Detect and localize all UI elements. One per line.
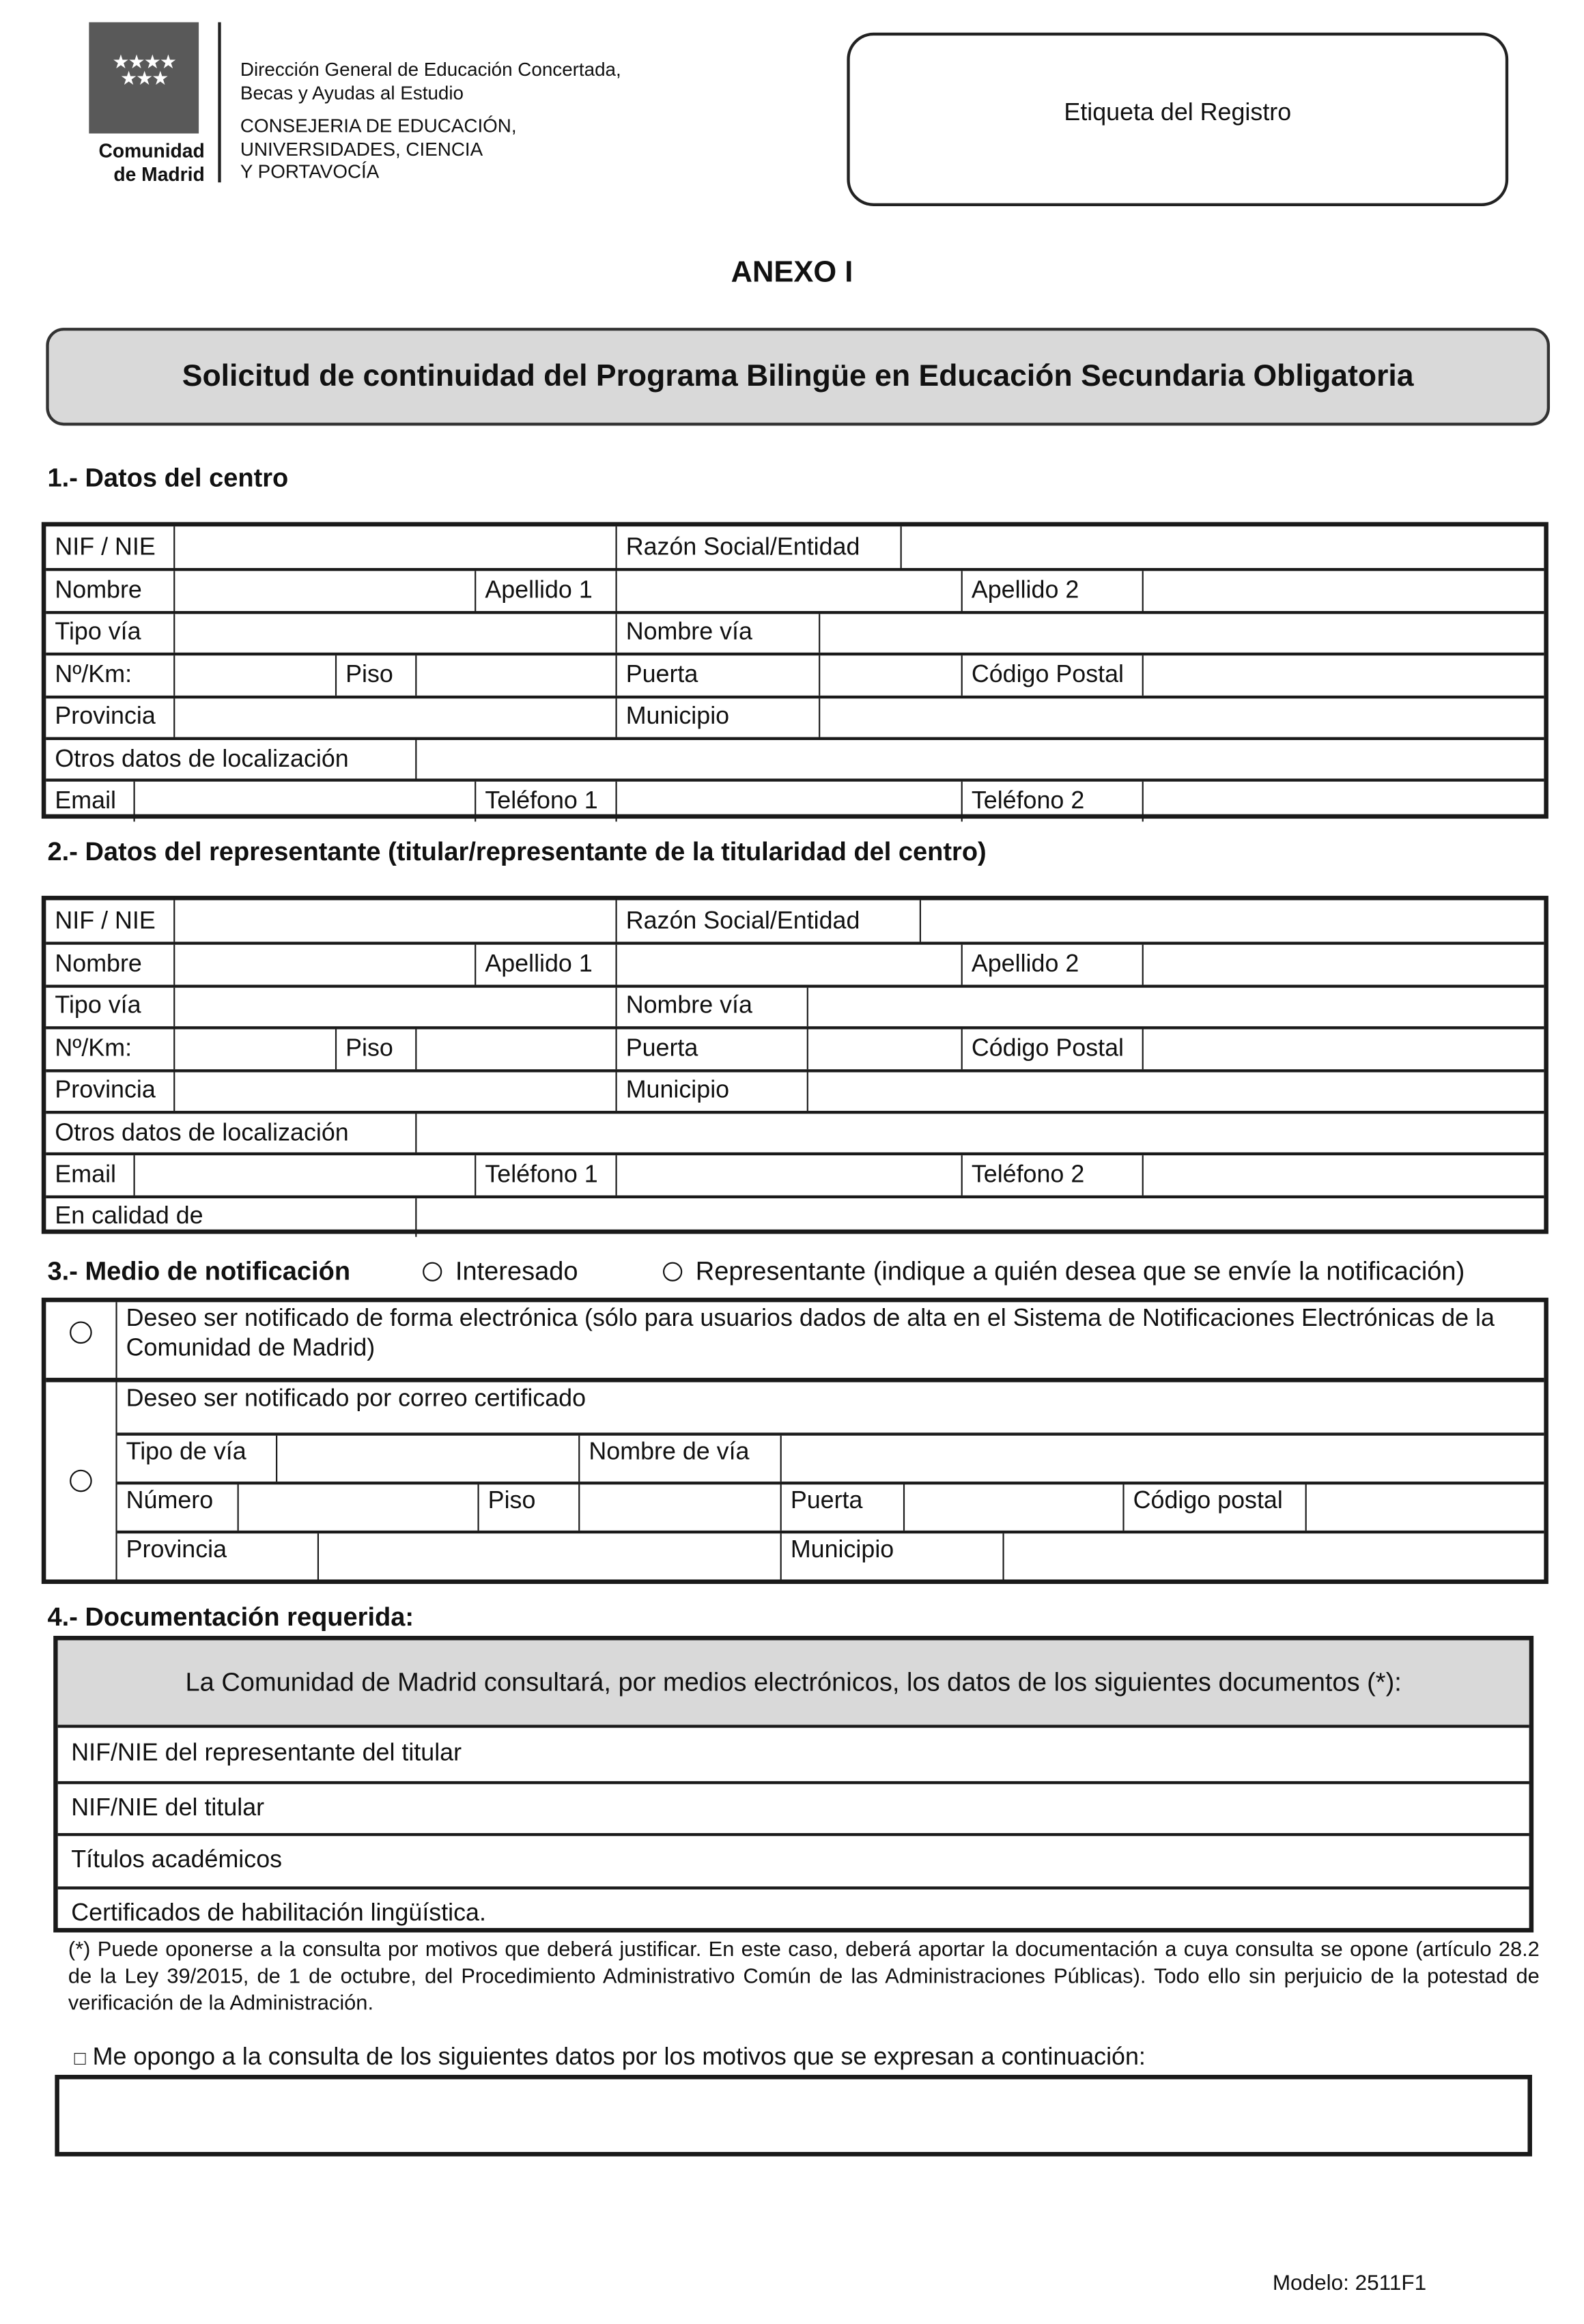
input-field[interactable] (173, 614, 615, 653)
field-label-ap2: Apellido 2 (961, 946, 1142, 984)
form-row (46, 1195, 1544, 1237)
form-row (46, 984, 1544, 1027)
input-field[interactable] (415, 1114, 1544, 1152)
input-field[interactable] (415, 1198, 1544, 1237)
input-field[interactable] (819, 656, 961, 695)
form-row (46, 737, 1544, 780)
input-field[interactable] (615, 1156, 961, 1195)
field-label-tipovia: Tipo de vía (126, 1438, 246, 1465)
radio-icon[interactable] (663, 1262, 682, 1281)
electronic-option-text: Deseo ser notificado de forma electrónica (sólo para usuarios dados de alta en el Sistema de Notificaciones Electrónicas de la Comunidad de Madrid) (126, 1305, 1495, 1362)
input-field[interactable] (615, 946, 961, 984)
registry-label: Etiqueta del Registro (1064, 99, 1292, 126)
input-field[interactable] (819, 698, 1544, 737)
field-label-numero: Número (126, 1487, 214, 1514)
input-field[interactable] (415, 1030, 615, 1068)
section4-heading: 4.- Documentación requerida: (47, 1602, 414, 1632)
postal-row (46, 1383, 1544, 1580)
input-field[interactable] (1142, 571, 1544, 610)
registry-label-box (847, 33, 1508, 206)
representative-data-table (42, 896, 1548, 1234)
field-label-otros: Otros datos de localización (55, 1119, 349, 1146)
form-row (46, 695, 1544, 737)
form-row (46, 779, 1544, 821)
documents-header: La Comunidad de Madrid consultará, por medios electrónicos, los datos de los siguientes documentos (*): (58, 1641, 1529, 1728)
option-label: Interesado (455, 1256, 578, 1286)
document-item: Certificados de habilitación lingüística. (58, 1886, 1529, 1938)
input-field[interactable] (1142, 946, 1544, 984)
form-row (46, 1027, 1544, 1069)
form-row (46, 611, 1544, 653)
form-row (46, 653, 1544, 695)
input-field[interactable] (819, 614, 1544, 653)
electronic-radio[interactable] (70, 1322, 92, 1344)
checkbox-icon[interactable]: □ (74, 2046, 86, 2069)
input-field[interactable] (134, 1156, 475, 1195)
annex-title: ANEXO I (731, 256, 853, 289)
field-label-ap2: Apellido 2 (961, 571, 1142, 610)
field-label-otros: Otros datos de localización (55, 745, 349, 772)
section2-heading: 2.- Datos del representante (titular/representante de la titularidad del centro) (47, 836, 987, 866)
field-label-email: Email (55, 787, 117, 814)
field-label-piso: Piso (335, 1030, 415, 1068)
postal-header-row (117, 1383, 1544, 1432)
opposition-label: Me opongo a la consulta de los siguientes datos por los motivos que se expresan a continuación: (92, 2043, 1146, 2071)
opposition-reasons-field[interactable] (55, 2075, 1532, 2156)
org-line: UNIVERSIDADES, CIENCIA (240, 138, 483, 160)
field-label-municipio: Municipio (615, 1072, 806, 1111)
field-label-provincia: Provincia (55, 703, 156, 731)
field-label-num: Nº/Km: (55, 1034, 132, 1062)
field-label-email: Email (55, 1161, 117, 1189)
input-field[interactable] (807, 1030, 961, 1068)
form-row (117, 1432, 1544, 1482)
input-field[interactable] (173, 946, 475, 984)
postal-radio[interactable] (70, 1470, 92, 1492)
input-field[interactable] (173, 526, 615, 569)
org-line: Dirección General de Educación Concertada, (240, 57, 621, 81)
postal-option-text: Deseo ser notificado por correo certificado (126, 1385, 586, 1413)
input-field[interactable] (415, 740, 1544, 779)
centro-data-table (42, 522, 1548, 819)
field-label-provincia: Provincia (55, 1077, 156, 1104)
form-row (46, 1068, 1544, 1111)
form-row (117, 1482, 1544, 1531)
field-label-nombre: Nombre (55, 950, 142, 978)
form-title: Solicitud de continuidad del Programa Bilingüe en Educación Secundaria Obligatoria (182, 358, 1414, 393)
field-label-num: Nº/Km: (55, 661, 132, 688)
input-field[interactable] (807, 987, 1544, 1026)
field-label-nombrevia: Nombre de vía (578, 1435, 780, 1482)
input-field[interactable] (615, 571, 961, 610)
input-field[interactable] (578, 1484, 780, 1531)
logo-line: de Madrid (113, 162, 205, 185)
form-row (117, 1530, 1544, 1579)
field-label-puerta: Puerta (615, 1030, 806, 1068)
input-field[interactable] (173, 901, 615, 943)
opposition-checkbox[interactable] (74, 2043, 1146, 2071)
org-line: Y PORTAVOCÍA (240, 160, 380, 183)
org-line: CONSEJERIA DE EDUCACIÓN, (240, 114, 517, 137)
input-field[interactable] (1142, 656, 1544, 695)
input-field[interactable] (134, 782, 475, 821)
field-label-tel2: Teléfono 2 (961, 1156, 1142, 1195)
section1-heading: 1.- Datos del centro (47, 462, 289, 493)
input-field[interactable] (173, 1072, 615, 1111)
field-label-tel1: Teléfono 1 (475, 1156, 615, 1195)
input-field[interactable] (901, 526, 1544, 569)
field-label-cp: Código Postal (961, 656, 1142, 695)
header-divider (218, 23, 220, 183)
form-row (46, 942, 1544, 984)
input-field[interactable] (238, 1484, 478, 1531)
field-label-ap1: Apellido 1 (475, 946, 615, 984)
logo-text (83, 139, 205, 185)
field-label-nif: NIF / NIE (55, 907, 156, 934)
form-row (46, 569, 1544, 611)
electronic-radio-cell (46, 1302, 117, 1378)
input-field[interactable] (173, 1030, 335, 1068)
field-label-tel2: Teléfono 2 (961, 782, 1142, 821)
input-field[interactable] (1142, 782, 1544, 821)
option-representante[interactable] (663, 1256, 1465, 1288)
footnote: (*) Puede oponerse a la consulta por motivos que deberá justificar. En este caso, deberá aportar la documentación a cuya consulta se opone (artículo 28.2 de la Ley 39/2015, de 1 de octubre, del Procedimiento Administrativo Común de las Administraciones Públicas). Todo ello sin perjuicio de la potestad de verificación de la Administración. (68, 1938, 1540, 2016)
postal-radio-cell (46, 1383, 117, 1580)
input-field[interactable] (173, 698, 615, 737)
org-line: Becas y Ayudas al Estudio (240, 81, 464, 104)
field-label-cp: Código Postal (961, 1030, 1142, 1068)
notification-table (42, 1298, 1548, 1584)
field-label-provincia: Provincia (126, 1536, 227, 1563)
option-interesado[interactable] (423, 1256, 578, 1288)
option-label: Representante (indique a quién desea que se envíe la notificación) (695, 1256, 1465, 1286)
input-field[interactable] (317, 1533, 780, 1580)
field-label-tipovia: Tipo vía (55, 619, 141, 646)
field-label-puerta: Puerta (780, 1484, 903, 1531)
documents-box (53, 1636, 1533, 1932)
field-label-ap1: Apellido 1 (475, 571, 615, 610)
input-field[interactable] (1305, 1484, 1544, 1531)
field-label-piso: Piso (335, 656, 415, 695)
logo-line: Comunidad (98, 139, 205, 162)
input-field[interactable] (807, 1072, 1544, 1111)
field-label-razon: Razón Social/Entidad (615, 526, 900, 569)
input-field[interactable] (780, 1435, 1544, 1482)
field-label-nombrevia: Nombre vía (615, 614, 819, 653)
field-label-municipio: Municipio (780, 1533, 1003, 1580)
field-label-razon: Razón Social/Entidad (615, 901, 919, 943)
input-field[interactable] (276, 1435, 578, 1482)
document-item: NIF/NIE del representante del titular (71, 1740, 462, 1767)
field-label-tel1: Teléfono 1 (475, 782, 615, 821)
radio-icon[interactable] (423, 1262, 442, 1281)
form-row (46, 901, 1544, 943)
field-label-nombrevia: Nombre vía (615, 987, 806, 1026)
input-field[interactable] (920, 901, 1544, 943)
field-label-nombre: Nombre (55, 577, 142, 604)
form-row (46, 1111, 1544, 1153)
form-row (46, 1153, 1544, 1195)
section3-heading: 3.- Medio de notificación (47, 1256, 351, 1286)
input-field[interactable] (173, 656, 335, 695)
field-label-calidad: En calidad de (55, 1203, 203, 1230)
model-number: Modelo: 2511F1 (1272, 2271, 1427, 2296)
postal-address-grid (117, 1383, 1544, 1580)
field-label-tipovia: Tipo vía (55, 993, 141, 1020)
field-label-puerta: Puerta (615, 656, 819, 695)
field-label-municipio: Municipio (615, 698, 819, 737)
input-field[interactable] (615, 782, 961, 821)
field-label-piso: Piso (477, 1484, 578, 1531)
field-label-cp: Código postal (1122, 1484, 1305, 1531)
input-field[interactable] (903, 1484, 1122, 1531)
input-field[interactable] (1142, 1156, 1544, 1195)
form-title-box (46, 328, 1550, 425)
document-item: NIF/NIE del titular (58, 1781, 1529, 1833)
document-item: Títulos académicos (58, 1833, 1529, 1886)
electronic-row (46, 1302, 1544, 1382)
form-row (46, 526, 1544, 569)
input-field[interactable] (1002, 1533, 1544, 1580)
stars-icon: ★★★★ ★★★ (112, 50, 176, 89)
input-field[interactable] (1142, 1030, 1544, 1068)
input-field[interactable] (173, 987, 615, 1026)
input-field[interactable] (415, 656, 615, 695)
input-field[interactable] (173, 571, 475, 610)
field-label-nif: NIF / NIE (55, 533, 156, 561)
